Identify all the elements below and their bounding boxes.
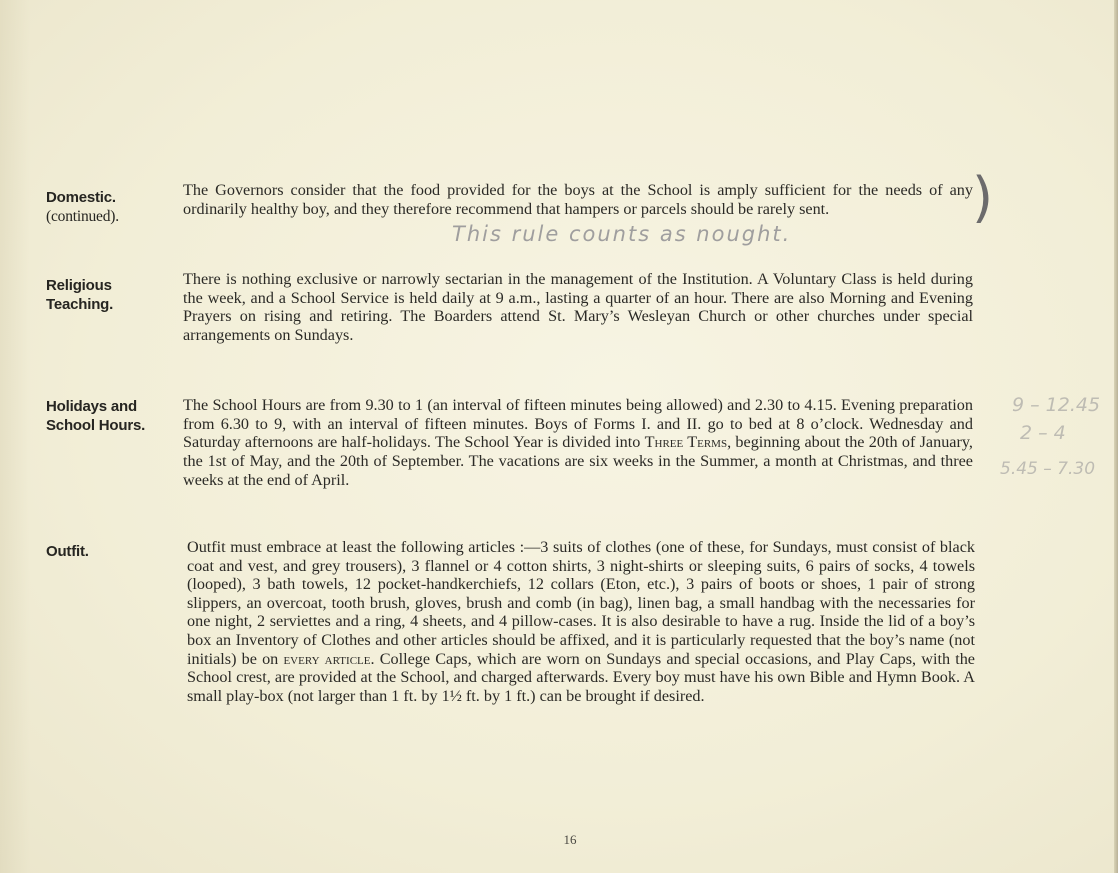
label-line: Religious [46, 277, 112, 294]
margin-time-note: 9 – 12.45 [1012, 394, 1101, 416]
bracket-mark: ) [972, 166, 994, 229]
paragraph: There is nothing exclusive or narrowly sectarian in the management of the Institution. A Voluntary Class is held during the week, and a School Service is held daily at 9 a.m., lasting a quarter of an hour. There are also Morning and Evening Prayers on rising and retiring. The Boarders attend St. Mary’s Wesleyan Church or other churches under special arrangements on Sundays. [183, 270, 973, 345]
text-run: . College Caps, which are worn on Sundays and special occasions, and Play Caps, with the School crest, are provided at the School, and charged afterwards. Every boy must have his own Bible and Hymn Book. A small play-box (not larger than 1 ft. by 1½ ft. by 1 ft.) can be brought if desired. [187, 649, 975, 705]
section-label [46, 397, 176, 435]
margin-time-note: 5.45 – 7.30 [1000, 459, 1096, 479]
paragraph [183, 396, 973, 490]
small-caps-text: every article [283, 649, 371, 668]
page-shadow [0, 0, 30, 873]
text-run: Outfit must embrace at least the following articles :—3 suits of clothes (one of these, for Sundays, must consist of black coat and vest, and grey trousers), 3 flannel or 4 cotton shirts, 3 night-shirts or sleeping suits, 6 pairs of socks, 4 towels (looped), 3 bath towels, 12 pocket-handkerchiefs, 12 collars (Eton, etc.), 3 pairs of boots or shoes, 1 pair of strong slippers, an overcoat, tooth brush, gloves, brush and comb (in bag), linen bag, a small handbag with the necessaries for one night, 2 serviettes and a ring, 4 sheets, and 4 pillow-cases. It is also desirable to have a rug. Inside the lid of a boy’s box an Inventory of Clothes and other articles should be affixed, and it is particularly requested that the boy’s name (not initials) be on [187, 538, 975, 668]
small-caps-text: Three Terms [644, 433, 728, 452]
label-line: Teaching. [46, 296, 114, 313]
section-body [183, 270, 973, 345]
page-edge [1114, 0, 1118, 873]
section-label [46, 188, 176, 226]
section-label [46, 276, 176, 314]
label-line: School Hours. [46, 417, 146, 434]
paragraph: The Governors consider that the food provided for the boys at the School is amply sufficient for the needs of any ordinarily healthy boy, and they therefore recommend that hampers or parcels should be rarely sent. [183, 181, 973, 218]
text-run: , beginning about the 20th of January, the 1st of May, and the 20th of September. The vacations are six weeks in the Summer, a month at Christmas, and three weeks at the end of April. [183, 433, 973, 489]
section-label [46, 542, 176, 561]
page-number: 16 [563, 832, 577, 847]
text-run: The School Hours are from 9.30 to 1 (an interval of fifteen minutes being allowed) and 2.30 to 4.15. Evening preparation from 6.30 to 9, with an interval of fifteen minutes. Boys of Forms I. and II. go to bed at 8 o’clock. Wednesday and Saturday afternoons are half-holidays. The School Year is divided into [183, 396, 973, 452]
section-body [183, 181, 973, 218]
label-title: Domestic. [46, 189, 116, 206]
section-body [187, 538, 975, 705]
section-body [183, 396, 973, 490]
handwritten-note: This rule counts as nought. [452, 222, 792, 246]
label-subtitle: (continued). [46, 208, 119, 225]
label-line: Holidays and [46, 398, 137, 415]
margin-time-note: 2 – 4 [1020, 422, 1066, 444]
label-title: Outfit. [46, 543, 89, 560]
paragraph [187, 538, 975, 705]
